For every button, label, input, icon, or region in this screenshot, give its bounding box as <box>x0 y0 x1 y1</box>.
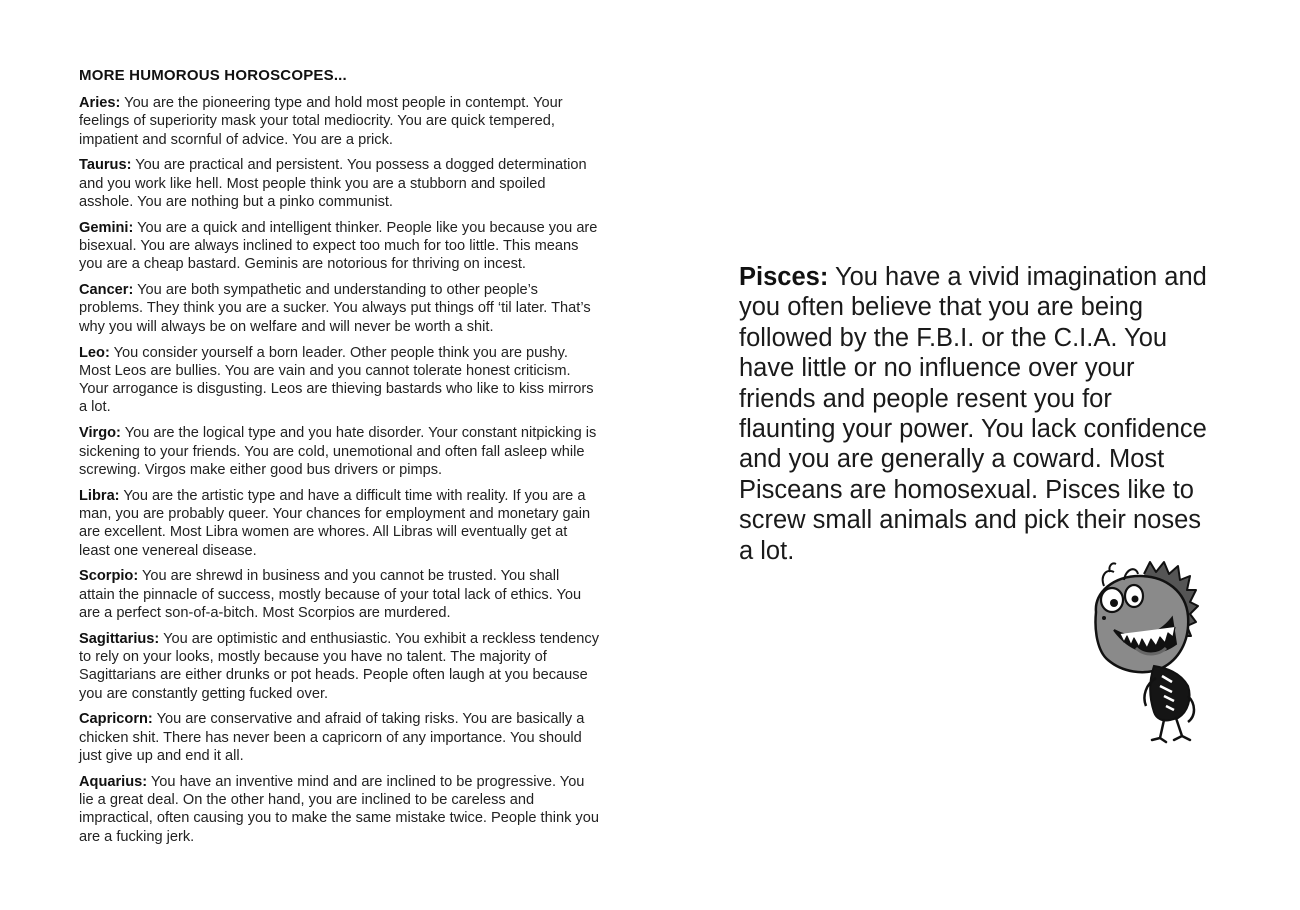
sign-label: Aquarius: <box>79 773 148 790</box>
sign-label: Virgo: <box>79 425 121 442</box>
sign-label: Sagittarius: <box>79 630 160 647</box>
horoscope-entry-capricorn <box>79 710 599 765</box>
legs <box>1152 718 1190 742</box>
sign-label: Taurus: <box>79 157 132 174</box>
horoscope-entry-scorpio <box>79 567 599 622</box>
horoscope-text: You have an inventive mind and are inclined to be progressive. You lie a great deal. On the other hand, you are inclined to be careless and impractical, often causing you to make the same mistake twice. People think you are a fucking jerk. <box>79 773 599 845</box>
body <box>1150 666 1189 721</box>
sign-label: Cancer: <box>79 282 134 299</box>
horoscope-text: You are the logical type and you hate disorder. Your constant nitpicking is sickening to your friends. You are cold, unemotional and often fall asleep while screwing. Virgos make either good bus drivers or pimps. <box>79 425 597 478</box>
horoscope-entry-aquarius <box>79 773 599 846</box>
horoscope-text: You are practical and persistent. You possess a dogged determination and you work like hell. Most people think you are a stubborn and spoiled asshole. You are nothing but a pinko communist. <box>79 157 587 210</box>
sign-label: Leo: <box>79 344 110 361</box>
horoscope-entry-taurus <box>79 156 599 211</box>
horoscope-entry-virgo <box>79 424 599 479</box>
horoscope-text: You are optimistic and enthusiastic. You exhibit a reckless tendency to rely on your looks, mostly because you have no talent. The majority of Sagittarians are either drunks or pot heads. People often laugh at you because you are constantly getting fucked over. <box>79 630 599 702</box>
horoscope-text: You are conservative and afraid of taking risks. You are basically a chicken shit. There has never been a capricorn of any importance. You should just give up and end it all. <box>79 711 585 764</box>
horoscope-text: You are a quick and intelligent thinker. People like you because you are bisexual. You are always inclined to expect too much for too little. This means you are a cheap bastard. Geminis are notorious for thriving on incest. <box>79 219 598 273</box>
sign-label: Gemini: <box>79 219 134 236</box>
sign-label: Libra: <box>79 487 120 504</box>
horoscope-text: You are the pioneering type and hold most people in contempt. Your feelings of superiority mask your total mediocrity. You are quick tempered, impatient and scornful of advice. You are a prick. <box>79 95 563 148</box>
horoscope-entry-gemini <box>79 219 599 274</box>
horoscope-text: You are both sympathetic and understanding to other people’s problems. They think you are a sucker. You always put things off ‘til later. That’s why you will always be on welfare and will never be worth a shit. <box>79 282 591 335</box>
horoscope-text: You have a vivid imagination and you often believe that you are being followed by the F.B.I. or the C.I.A. You have little or no influence over your friends and people resent you for flaunting your power. You lack confidence and you are generally a coward. Most Pisceans are homosexual. Pisces like to screw small animals and pick their noses a lot. <box>739 263 1207 565</box>
page-title: MORE HUMOROUS HOROSCOPES... <box>79 67 347 84</box>
sign-label: Scorpio: <box>79 568 139 585</box>
horoscope-text: You are the artistic type and have a difficult time with reality. If you are a man, you are probably queer. Your chances for employment and monetary gain are excellent. Most Libra women are whores. All Libras will eventually get at least one venereal disease. <box>79 487 591 559</box>
horoscope-entry-leo <box>79 344 599 417</box>
horoscope-entry-cancer <box>79 281 599 336</box>
horoscope-entry-libra <box>79 487 599 560</box>
left-page <box>79 66 599 853</box>
sign-label: Aries: <box>79 95 121 111</box>
horoscope-entry-pisces <box>739 262 1214 566</box>
horoscope-text: You are shrewd in business and you cannot be trusted. You shall attain the pinnacle of success, mostly because of your total lack of ethics. You are a perfect son-of-a-bitch. Most Scorpios are murdered. <box>79 568 582 621</box>
sign-label: Pisces: <box>739 263 829 291</box>
cartoon-fish-creature-icon <box>1074 556 1206 744</box>
horoscope-text: You consider yourself a born leader. Other people think you are pushy. Most Leos are bullies. You are vain and you cannot tolerate honest criticism. Your arrogance is disgusting. Leos are thieving bastards who like to kiss mirrors a lot. <box>79 344 594 416</box>
right-page <box>739 262 1214 566</box>
horoscope-entry-sagittarius <box>79 630 599 703</box>
horoscope-entry-aries <box>79 94 599 149</box>
sign-label: Capricorn: <box>79 711 153 728</box>
